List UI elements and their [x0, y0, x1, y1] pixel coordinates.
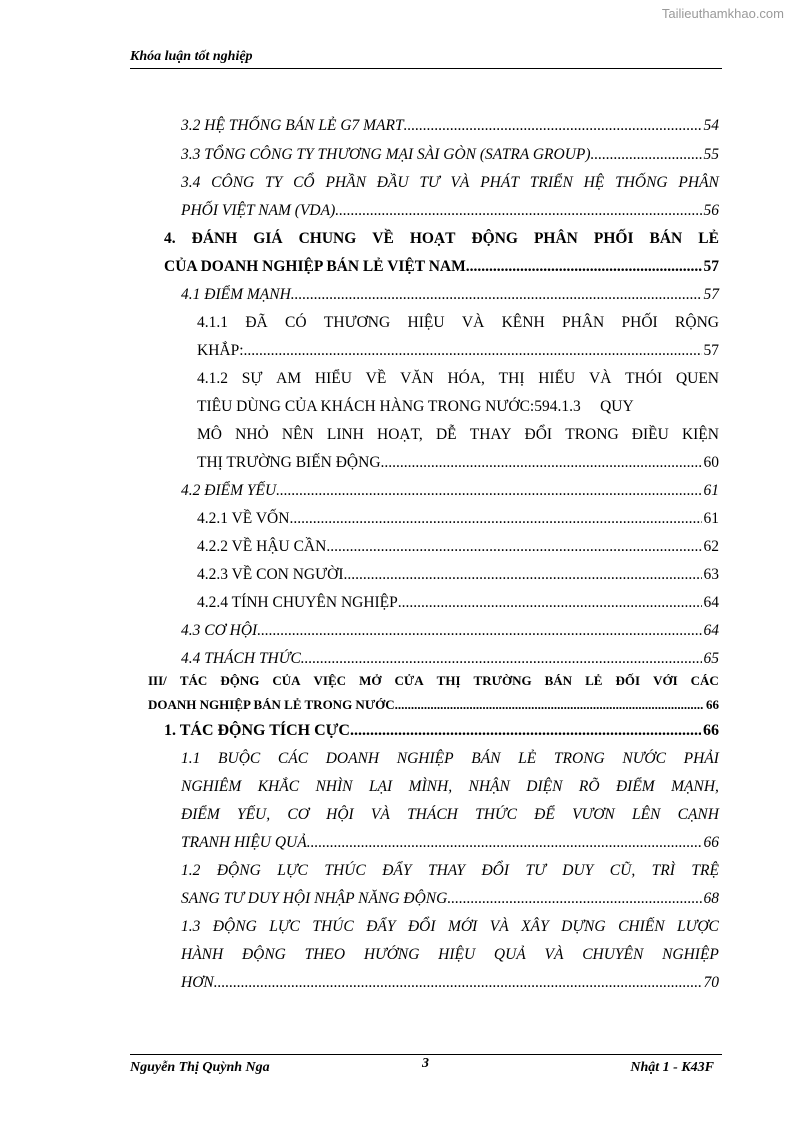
footer-rule — [130, 1054, 722, 1055]
toc-word: LỰC — [277, 862, 308, 879]
toc-word: CÁC — [690, 673, 719, 688]
toc-entry-1-1-cont1[interactable] — [181, 777, 719, 797]
toc-word: TƯ — [525, 862, 546, 879]
toc-word: VƯƠN — [572, 806, 615, 823]
toc-word: CẠNH — [677, 806, 719, 823]
toc-word: THAY — [469, 426, 512, 443]
footer-page-number: 3 — [422, 1056, 429, 1071]
toc-word: BÁN — [471, 750, 501, 767]
toc-word: LẺ — [518, 750, 537, 767]
toc-entry-text: HƠN — [181, 974, 214, 991]
header-title: Khóa luận tốt nghiệp — [130, 49, 253, 64]
toc-entry-4-2-3[interactable] — [197, 565, 719, 585]
toc-word: VỚI — [653, 673, 678, 688]
toc-word: ĐỘNG — [220, 673, 260, 688]
toc-word: CỔ — [293, 174, 315, 191]
toc-word: 4. — [164, 230, 176, 247]
toc-entry-text: CỦA DOANH NGHIỆP BÁN LẺ VIỆT NAM — [164, 258, 466, 275]
toc-word: THỐNG — [615, 174, 668, 191]
toc-word: QUEN — [675, 370, 719, 387]
dot-leader — [381, 453, 702, 473]
toc-entry-4-2[interactable] — [181, 481, 719, 501]
watermark: Tailieuthamkhao.com — [661, 6, 784, 21]
toc-word: TRỆ — [691, 862, 719, 879]
toc-word: LINH — [326, 426, 364, 443]
toc-word: CHUYÊN — [582, 946, 644, 963]
toc-entry-text: SANG TƯ DUY HỘI NHẬP NĂNG ĐỘNG — [181, 890, 448, 907]
toc-word: NHẬN — [468, 778, 510, 795]
toc-word: HỆ — [583, 174, 605, 191]
toc-word: DỰNG — [561, 918, 606, 935]
toc-word: TRÌ — [651, 862, 675, 879]
toc-entry-text: 4.2.1 VỀ VỐN — [197, 510, 290, 527]
toc-word: HOẠT, — [377, 426, 423, 443]
dot-leader — [276, 481, 701, 501]
toc-entry-text: 4.4 THÁCH THỨC — [181, 650, 301, 667]
toc-entry-text: DOANH NGHIỆP BÁN LẺ TRONG NƯỚC — [148, 697, 395, 712]
toc-entry-text: 3.3 TỔNG CÔNG TY THƯƠNG MẠI SÀI GÒN (SATRA GROUP) — [181, 146, 591, 163]
toc-entry-page: 55 — [703, 146, 719, 163]
toc-entry-4-1-1[interactable] — [197, 313, 719, 333]
footer-class: Nhật 1 - K43F — [630, 1060, 714, 1075]
toc-entry-III[interactable] — [148, 671, 719, 691]
toc-entry-text: 4.2 ĐIỂM YẾU — [181, 482, 277, 499]
toc-word: 4.1.1 — [197, 314, 228, 331]
toc-entry-text: 4.2.2 VỀ HẬU CẦN — [197, 538, 327, 555]
toc-entry-page: 56 — [703, 202, 719, 219]
toc-word: 4.1.2 — [197, 370, 228, 387]
dot-leader — [447, 889, 701, 909]
toc-word: ĐỂ — [534, 806, 555, 823]
toc-entry-1[interactable] — [164, 721, 719, 741]
toc-entry-4-4[interactable] — [181, 649, 719, 669]
toc-word: BUỘC — [218, 750, 261, 767]
toc-word: RÕ — [578, 778, 600, 795]
toc-word: CHIẾN — [618, 918, 665, 935]
toc-entry-page: 68 — [703, 890, 719, 907]
toc-word: THAY — [427, 862, 466, 879]
toc-word: ĐỔI — [524, 426, 553, 443]
toc-word: CỦA — [272, 673, 301, 688]
toc-word: NGHIỆP — [396, 750, 454, 767]
toc-word: HIẾU — [538, 370, 576, 387]
toc-word: LÊN — [631, 806, 661, 823]
toc-word: ĐỘNG — [241, 946, 286, 963]
toc-word: CÁC — [277, 750, 309, 767]
toc-entry-page: 66 — [703, 722, 719, 739]
toc-word: ĐỘNG — [471, 230, 518, 247]
toc-word: ĐỔI — [481, 862, 510, 879]
toc-entry-text: THỊ TRƯỜNG BIẾN ĐỘNG — [197, 454, 381, 471]
toc-word: THÓI — [625, 370, 663, 387]
toc-entry-page: 63 — [703, 566, 719, 583]
toc-word: VỀ — [365, 370, 387, 387]
toc-word: DUY — [562, 862, 594, 879]
toc-entry-text: 1. TÁC ĐỘNG TÍCH CỰC — [164, 722, 350, 739]
toc-word: HƯỚNG — [363, 946, 420, 963]
toc-word: BÁN — [649, 230, 683, 247]
toc-word: NƯỚC — [622, 750, 666, 767]
toc-word: TRONG — [565, 426, 619, 443]
toc-word: AM — [276, 370, 302, 387]
toc-word: 1.2 — [181, 862, 201, 879]
toc-entry-page: 61 — [703, 510, 719, 527]
toc-entry-4[interactable] — [164, 229, 719, 249]
toc-word: MỚI — [447, 918, 478, 935]
toc-entry-3-2[interactable] — [181, 116, 719, 136]
dot-leader — [291, 285, 702, 305]
toc-entry-page: 57 — [703, 258, 719, 275]
dot-leader — [307, 833, 702, 853]
toc-word: YẾU, — [236, 806, 271, 823]
toc-word: HOẠT — [409, 230, 456, 247]
toc-entry-text: 4.1 ĐIỂM MẠNH — [181, 286, 291, 303]
toc-word: TRONG — [553, 750, 605, 767]
toc-entry-4-1-3[interactable] — [197, 425, 719, 445]
toc-entry-page: 64 — [703, 594, 719, 611]
dot-leader — [350, 721, 701, 741]
toc-word: CƠ — [287, 806, 309, 823]
toc-word: PHỐI — [593, 230, 634, 247]
toc-word: LẺ — [698, 230, 719, 247]
toc-word: THÁCH — [407, 806, 458, 823]
toc-word: THƯƠNG — [323, 314, 391, 331]
toc-word: MỞ — [359, 673, 382, 688]
toc-entry-1-3-cont2[interactable] — [181, 973, 719, 993]
toc-word: PHÂN — [533, 230, 578, 247]
toc-word: HIỆU — [407, 314, 445, 331]
toc-word: 1.3 — [181, 918, 201, 935]
toc-word: NÊN — [281, 426, 314, 443]
toc-entry-4-cont[interactable] — [164, 257, 719, 277]
toc-entry-page: 70 — [703, 974, 719, 991]
footer-author: Nguyễn Thị Quỳnh Nga — [130, 1060, 270, 1075]
toc-word: ĐÃ — [245, 314, 268, 331]
toc-word: THỊ — [436, 673, 461, 688]
toc-entry-III-cont[interactable] — [148, 695, 719, 715]
toc-word: CÔNG — [211, 174, 255, 191]
toc-entry-text: PHỐI VIỆT NAM (VDA) — [181, 202, 336, 219]
toc-word: ĐẦU — [376, 174, 409, 191]
toc-entry-4-2-4[interactable] — [197, 593, 719, 613]
toc-entry-text: 3.2 HỆ THỐNG BÁN LẺ G7 MART — [181, 117, 404, 134]
toc-word: VÀ — [370, 806, 390, 823]
toc-word: NGHIÊM — [181, 778, 242, 795]
toc-entry-text: 4.2.4 TÍNH CHUYÊN NGHIỆP — [197, 594, 398, 611]
toc-word: VỀ — [372, 230, 394, 247]
dot-leader — [398, 593, 702, 613]
toc-word: LƯỢC — [677, 918, 719, 935]
toc-word: DOANH — [325, 750, 380, 767]
toc-word: ĐIỂM — [181, 806, 220, 823]
toc-word: PHẦN — [325, 174, 366, 191]
toc-word: ĐỔI — [407, 918, 436, 935]
toc-entry-4-2-1[interactable] — [197, 509, 719, 529]
toc-word: ĐÁNH — [191, 230, 238, 247]
toc-word: HÓA, — [447, 370, 485, 387]
toc-word: DỄ — [435, 426, 457, 443]
dot-leader — [244, 341, 702, 361]
toc-word: XÂY — [521, 918, 549, 935]
toc-entry-page: 66 — [706, 697, 719, 712]
toc-entry-3-4-cont[interactable] — [181, 201, 719, 221]
toc-word: PHẢI — [683, 750, 719, 767]
toc-entry-text: TRANH HIỆU QUẢ — [181, 834, 307, 851]
toc-word: PHÁT — [480, 174, 519, 191]
toc-entry-page: 61 — [703, 482, 719, 499]
toc-word: TƯ — [419, 174, 440, 191]
toc-word: MÌNH, — [408, 778, 453, 795]
toc-entry-text: 4.2.3 VỀ CON NGƯỜI — [197, 566, 344, 583]
toc-entry-4-1-2[interactable] — [197, 369, 719, 389]
toc-word: PHỐI — [621, 314, 658, 331]
toc-word: TRƯỜNG — [473, 673, 532, 688]
dot-leader — [289, 509, 701, 529]
toc-entry-page: 60 — [703, 454, 719, 471]
dot-leader — [257, 621, 701, 641]
toc-word: THÚC — [324, 862, 366, 879]
toc-word: ĐẨY — [382, 862, 412, 879]
toc-entry-1-3[interactable] — [181, 917, 719, 937]
toc-entry-3-3[interactable] — [181, 145, 719, 165]
toc-word: ĐỘNG — [216, 862, 261, 879]
toc-word: THEO — [304, 946, 346, 963]
toc-word: ĐIỂM — [615, 778, 655, 795]
toc-entry-page: 65 — [703, 650, 719, 667]
toc-word: SỰ — [241, 370, 263, 387]
toc-word: VÀ — [450, 174, 470, 191]
toc-entry-4-1-2-cont[interactable]: TIÊU DÙNG CỦA KHÁCH HÀNG TRONG NƯỚC:594.1.3 QUY — [197, 398, 634, 415]
toc-entry-page: 66 — [703, 834, 719, 851]
toc-word: RỘNG — [675, 314, 719, 331]
dot-leader — [344, 565, 702, 585]
toc-word: 1.1 — [181, 750, 201, 767]
toc-entry-text: 4.3 CƠ HỘI — [181, 622, 258, 639]
toc-word: 3.4 — [181, 174, 201, 191]
toc-word: MÔ — [197, 426, 222, 443]
toc-word: VÀ — [589, 370, 612, 387]
dot-leader — [591, 145, 702, 165]
toc-word: NHÌN — [315, 778, 353, 795]
toc-word: THÚC — [312, 918, 354, 935]
toc-word: HỘI — [326, 806, 354, 823]
toc-word: VIỆC — [313, 673, 347, 688]
toc-word: PHÂN — [562, 314, 605, 331]
toc-word: CÓ — [285, 314, 307, 331]
toc-word: GIÁ — [253, 230, 283, 247]
toc-word: LẠI — [368, 778, 393, 795]
toc-entry-4-1[interactable] — [181, 285, 719, 305]
toc-entry-3-4[interactable] — [181, 173, 719, 193]
toc-word: CỬA — [394, 673, 424, 688]
toc-word: MẠNH, — [671, 778, 719, 795]
toc-word: ĐẨY — [366, 918, 396, 935]
toc-entry-1-3-cont1[interactable] — [181, 945, 719, 965]
toc-word: CHUNG — [298, 230, 357, 247]
toc-entry-1-2-cont[interactable] — [181, 889, 719, 909]
toc-entry-1-1[interactable] — [181, 749, 719, 769]
dot-leader — [301, 649, 702, 669]
toc-word: TY — [265, 174, 283, 191]
toc-word: THỨC — [475, 806, 517, 823]
toc-word: LỰC — [269, 918, 300, 935]
toc-word: DIỆN — [526, 778, 563, 795]
toc-word: THỊ — [498, 370, 525, 387]
toc-entry-1-1-cont3[interactable] — [181, 833, 719, 853]
toc-word: KÊNH — [501, 314, 545, 331]
toc-entry-1-1-cont2[interactable] — [181, 805, 719, 825]
toc-word: KIỆN — [681, 426, 719, 443]
toc-entry-4-1-1-cont[interactable] — [197, 341, 719, 361]
toc-entry-1-2[interactable] — [181, 861, 719, 881]
toc-word: VÀ — [544, 946, 564, 963]
toc-entry-text: KHẮP: — [197, 342, 244, 359]
toc-entry-4-2-2[interactable] — [197, 537, 719, 557]
toc-word: LẺ — [585, 673, 603, 688]
toc-entry-4-1-3-cont[interactable] — [197, 453, 719, 473]
toc-word: III/ — [148, 673, 167, 688]
toc-word: ĐỘNG — [212, 918, 257, 935]
toc-word: HIỂU — [314, 370, 352, 387]
dot-leader — [395, 695, 704, 715]
toc-word: BÁN — [544, 673, 573, 688]
dot-leader — [404, 116, 702, 136]
toc-word: TÁC — [179, 673, 208, 688]
toc-word: NHỎ — [235, 426, 269, 443]
toc-word: TRIỂN — [529, 174, 573, 191]
toc-entry-4-3[interactable] — [181, 621, 719, 641]
toc-entry-page: 57 — [703, 286, 719, 303]
toc-word: HÀNH — [181, 946, 224, 963]
toc-word: KHẮC — [257, 778, 300, 795]
dot-leader — [326, 537, 701, 557]
toc-entry-page: 64 — [703, 622, 719, 639]
toc-word: VÀ — [489, 918, 509, 935]
toc-word: ĐIỀU — [631, 426, 669, 443]
toc-word: VĂN — [400, 370, 434, 387]
dot-leader — [466, 257, 702, 277]
toc-word: PHÂN — [678, 174, 719, 191]
toc-word: HIỆU — [438, 946, 476, 963]
page-header — [130, 48, 722, 69]
toc-entry-page: 54 — [703, 117, 719, 134]
toc-word: NGHIỆP — [662, 946, 719, 963]
toc-word: CŨ, — [609, 862, 636, 879]
toc-entry-page: 57 — [703, 342, 719, 359]
dot-leader — [214, 973, 702, 993]
toc-word: VÀ — [461, 314, 485, 331]
toc-entry-page: 62 — [703, 538, 719, 555]
toc-word: ĐỐI — [615, 673, 641, 688]
toc-word: QUẢ — [493, 946, 526, 963]
dot-leader — [335, 201, 701, 221]
